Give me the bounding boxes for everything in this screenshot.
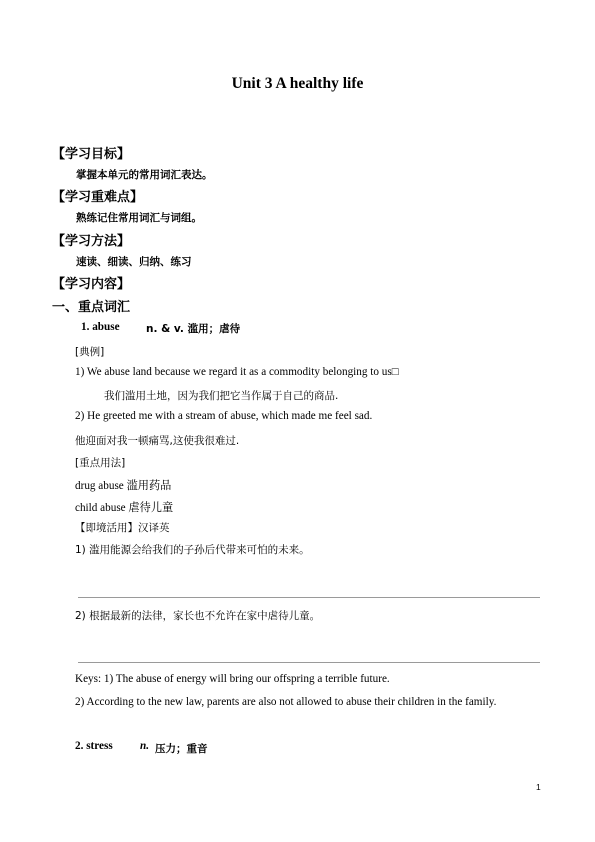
example-label: [典例] xyxy=(75,346,105,358)
example-2-english: 2) He greeted me with a stream of abuse, which made me feel sad. xyxy=(75,410,373,422)
usage-label: [重点用法] xyxy=(75,457,126,469)
method-heading: 【学习方法】 xyxy=(52,234,131,249)
meaning-stress: 压力；重音 xyxy=(155,743,208,755)
method-text: 速读、细读、归纳、练习 xyxy=(76,256,192,268)
practice-question-2: 2) 根据最新的法律，家长也不允许在家中虐待儿童。 xyxy=(75,610,321,622)
example-2-chinese: 他迎面对我一顿痛骂,这使我很难过. xyxy=(75,435,240,447)
goal-text: 掌握本单元的常用词汇表达。 xyxy=(76,169,213,181)
usage-drug-abuse: drug abuse 滥用药品 xyxy=(75,480,172,492)
answer-line-1 xyxy=(78,597,540,598)
practice-label: 【即境活用】汉译英 xyxy=(75,522,170,534)
content-heading: 【学习内容】 xyxy=(52,277,131,292)
focus-text: 熟练记住常用词汇与词组。 xyxy=(76,212,202,224)
example-1-chinese: 我们滥用土地，因为我们把它当作属于自己的商品. xyxy=(104,390,339,402)
keys-answer-1: Keys: 1) The abuse of energy will bring our offspring a terrible future. xyxy=(75,673,390,685)
headword-stress: 2. stress xyxy=(75,740,113,752)
part1-heading: 一、重点词汇 xyxy=(52,300,131,315)
answer-line-2 xyxy=(78,662,540,663)
headword-abuse: 1. abuse xyxy=(81,321,120,333)
keys-answer-2: 2) According to the new law, parents are also not allowed to abuse their children in the family. xyxy=(75,696,497,708)
pos-meaning-abuse: n. & v. 滥用；虐待 xyxy=(146,323,241,335)
goal-heading: 【学习目标】 xyxy=(52,147,131,162)
focus-heading: 【学习重难点】 xyxy=(52,190,144,205)
practice-question-1: 1) 滥用能源会给我们的子孙后代带来可怕的未来。 xyxy=(75,544,310,556)
usage-child-abuse: child abuse 虐待儿童 xyxy=(75,502,174,514)
pos-stress: n. xyxy=(140,740,150,752)
page-number: 1 xyxy=(536,782,541,792)
page-title: Unit 3 A healthy life xyxy=(231,75,364,92)
example-1-english: 1) We abuse land because we regard it as a commodity belonging to us□ xyxy=(75,366,399,378)
